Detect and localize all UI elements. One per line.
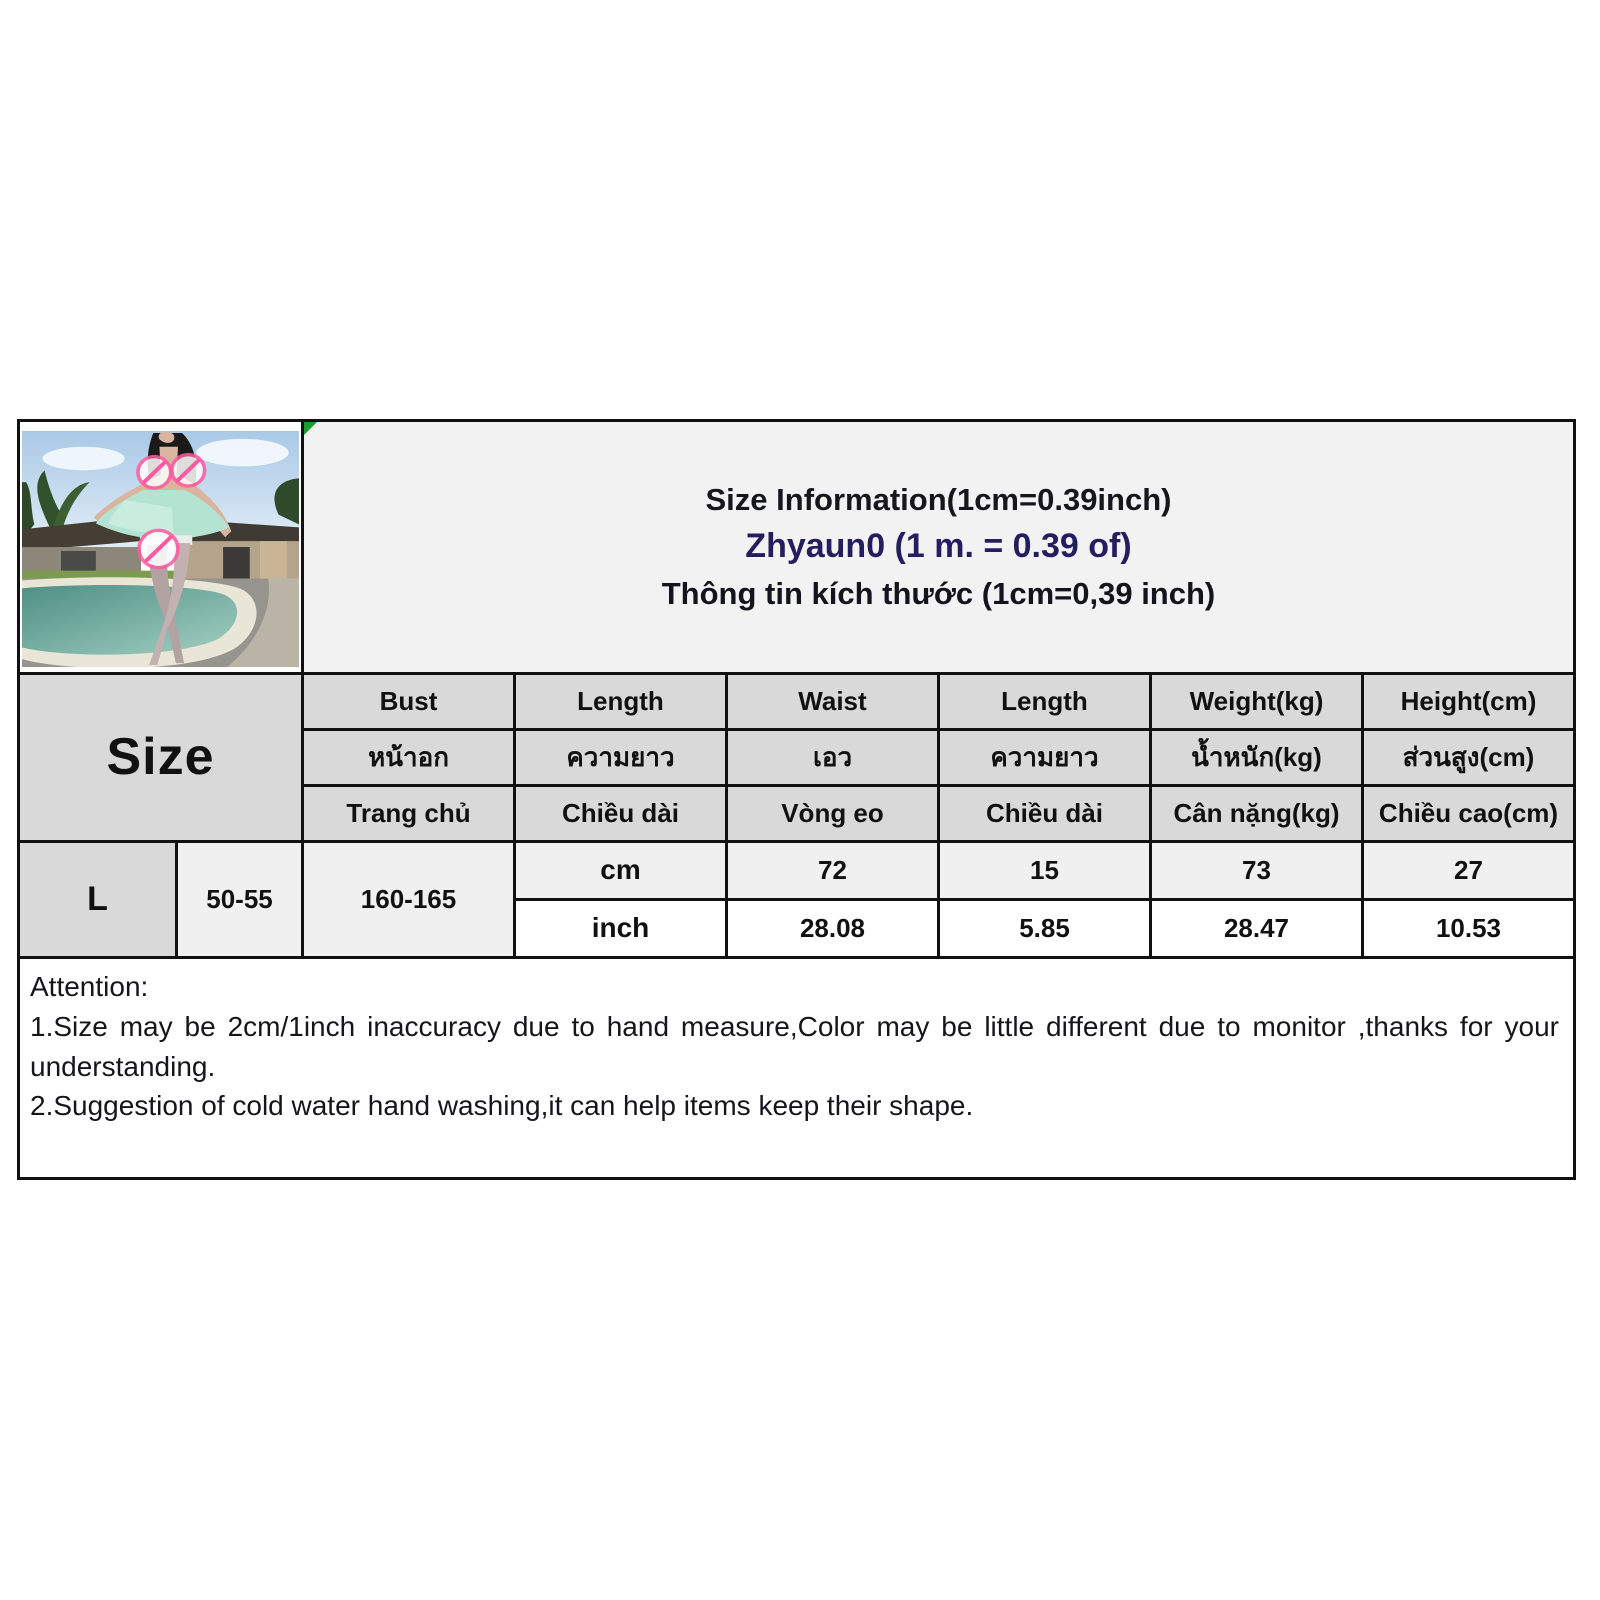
product-photo: [20, 422, 301, 672]
unit-inch-label: inch: [516, 901, 725, 956]
column-header-weight-en: Weight(kg): [1152, 675, 1361, 728]
attention-note-2: 2.Suggestion of cold water hand washing,it can help items keep their shape.: [30, 1090, 974, 1122]
column-header-length2-th: ความยาว: [940, 731, 1149, 784]
cell-comment-marker-icon: [304, 422, 317, 435]
column-header-length2-en: Length: [940, 675, 1149, 728]
column-header-height-en: Height(cm): [1364, 675, 1573, 728]
column-header-height-vi: Chiều cao(cm): [1364, 787, 1573, 840]
length1-cm-value: 15: [940, 843, 1149, 898]
column-header-waist-vi: Vòng eo: [728, 787, 937, 840]
title-vietnamese: Thông tin kích thước (1cm=0,39 inch): [661, 575, 1216, 611]
bust-inch-value: 28.08: [728, 901, 937, 956]
column-header-bust-th: หน้าอก: [304, 731, 513, 784]
attention-note-1: 1.Size may be 2cm/1inch inaccuracy due to hand measure,Color may be little different due to monitor ,thanks for your understanding.: [30, 1010, 1559, 1082]
waist-cm-value: 73: [1152, 843, 1361, 898]
column-header-length1-th: ความยาว: [516, 731, 725, 784]
size-table: [17, 419, 1576, 959]
height-range-value: 160-165: [304, 843, 513, 956]
weight-range-value: 50-55: [178, 843, 301, 956]
attention-heading: Attention:: [30, 971, 149, 1002]
attention-notes: [17, 959, 1576, 1180]
column-header-length1-en: Length: [516, 675, 725, 728]
size-label-cell: Size: [20, 675, 301, 840]
column-header-waist-en: Waist: [728, 675, 937, 728]
product-photo-illustration: [22, 431, 299, 667]
column-header-bust-en: Bust: [304, 675, 513, 728]
size-row-label: L: [20, 843, 175, 956]
column-header-length2-vi: Chiều dài: [940, 787, 1149, 840]
column-header-length1-vi: Chiều dài: [516, 787, 725, 840]
length2-cm-value: 27: [1364, 843, 1573, 898]
size-chart-block: [17, 419, 1576, 1180]
title-english: Size Information(1cm=0.39inch): [705, 482, 1172, 518]
length2-inch-value: 10.53: [1364, 901, 1573, 956]
unit-cm-label: cm: [516, 843, 725, 898]
length1-inch-value: 5.85: [940, 901, 1149, 956]
title-brand: Zhyaun0 (1 m. = 0.39 of): [745, 527, 1132, 566]
column-header-bust-vi: Trang chủ: [304, 787, 513, 840]
column-header-weight-th: น้ำหนัก(kg): [1152, 731, 1361, 784]
waist-inch-value: 28.47: [1152, 901, 1361, 956]
column-header-waist-th: เอว: [728, 731, 937, 784]
column-header-height-th: ส่วนสูง(cm): [1364, 731, 1573, 784]
column-header-weight-vi: Cân nặng(kg): [1152, 787, 1361, 840]
size-info-header: [304, 422, 1573, 672]
bust-cm-value: 72: [728, 843, 937, 898]
